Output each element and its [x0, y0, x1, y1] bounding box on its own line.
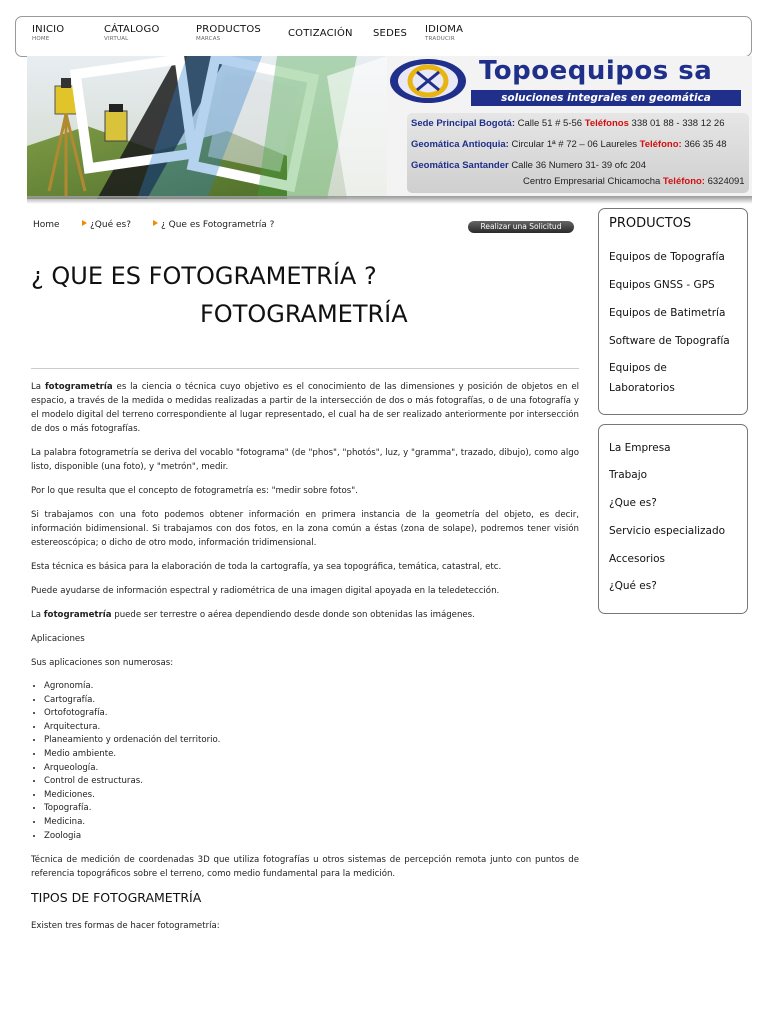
brand-tagline: soluciones integrales en geomática: [471, 90, 741, 106]
list-item: • Ortofotografía.: [44, 707, 579, 721]
banner-shadow: [27, 196, 752, 204]
page-title: ¿ QUE ES FOTOGRAMETRÍA ?: [31, 262, 377, 290]
nav-item-productos[interactable]: [196, 24, 261, 43]
nav-item-cotizacion[interactable]: [288, 28, 353, 40]
list-item: • Mediciones.: [44, 789, 579, 803]
sidebar-link-trabajo[interactable]: Trabajo: [609, 469, 648, 481]
request-solicitud-button[interactable]: Realizar una Solicitud: [468, 221, 574, 233]
office-address: Calle 51 # 5-56: [517, 118, 583, 129]
nav-sublabel: HOME: [32, 36, 50, 42]
breadcrumb-home[interactable]: Home: [33, 220, 60, 230]
contact-line-santander: [411, 160, 646, 171]
sidebar-link-servicio[interactable]: Servicio especializado: [609, 525, 726, 537]
paragraph-applications-intro: Sus aplicaciones son numerosas:: [31, 658, 174, 668]
divider: [31, 368, 579, 369]
paragraph-etymology: La palabra fotogrametría se deriva del vocablo "fotograma" (de "phos", "photós", luz, y "gramma", trazado, dibujo), como algo listo, disponible (una foto), y "metrón", medir.: [31, 448, 579, 472]
sidebar-products-title: PRODUCTOS: [609, 216, 692, 231]
paragraph-applications-heading: Aplicaciones: [31, 634, 85, 644]
contact-line-bogota: [411, 118, 725, 129]
sidebar-link-que-es[interactable]: ¿Que es?: [609, 497, 657, 509]
nav-item-inicio[interactable]: [32, 24, 64, 43]
office-phone: 338 01 88 - 338 12 26: [631, 118, 725, 129]
nav-item-catalogo[interactable]: [104, 24, 160, 43]
paragraph-concept: Por lo que resulta que el concepto de fotogrametría es: "medir sobre fotos".: [31, 486, 358, 496]
sidebar-item-label: Laboratorios: [609, 382, 675, 394]
nav-item-sedes[interactable]: [373, 28, 407, 40]
sidebar-item-batimetria[interactable]: Equipos de Batimetría: [609, 307, 726, 319]
paragraph-cartography: Esta técnica es básica para la elaboración de toda la cartografía, ya sea topográfica, temática, catastral, etc.: [31, 562, 502, 572]
text: puede ser terrestre o aérea dependiendo desde donde son obtenidas las imágenes.: [111, 610, 475, 620]
paragraph-spectral: Puede ayudarse de información espectral y radiométrica de una imagen digital apoyada en la teledetección.: [31, 586, 500, 596]
sidebar-products-panel: [598, 208, 748, 415]
paragraph-technique: Técnica de medición de coordenadas 3D que utiliza fotografías u otros sistemas de percepción remota junto con puntos de referencia topográficos sobre el terreno, como medio fundamental para la medición.: [31, 855, 579, 880]
article-content: [31, 380, 579, 943]
list-item: • Medicina.: [44, 816, 579, 830]
page-subtitle: FOTOGRAMETRÍA: [200, 300, 408, 328]
paragraph-photos: Si trabajamos con una foto podemos obtener información en primera instancia de la geometría del objeto, es decir, información bidimensional. Si trabajamos con dos fotos, en la zona común a éstas (zona de solape), podremos tener visión estereoscópica; o dicho de otro modo, información tridimensional.: [31, 510, 579, 548]
applications-list: [44, 680, 579, 843]
list-item: • Planeamiento y ordenación del territorio.: [44, 734, 579, 748]
breadcrumb-label: ¿ Que es Fotogrametría ?: [161, 220, 275, 230]
nav-label: COTIZACIÓN: [288, 28, 353, 39]
paragraph-definition: [31, 380, 579, 436]
office-address: Circular 1ª # 72 – 06 Laureles: [511, 139, 637, 150]
text: es la ciencia o técnica cuyo objetivo es el conocimiento de las dimensiones y posición de objetos en el espacio, a través de la medida o medidas realizadas a partir de la intersección de dos o más fotografías, o de una fotografía y el modelo digital del terreno correspondiente al lugar representado, el cual ha de ser realizado anteriormente por intersección de dos o más fotografías.: [31, 382, 579, 434]
breadcrumb-item-que-es[interactable]: [82, 220, 131, 230]
sidebar-item-gnss[interactable]: Equipos GNSS - GPS: [609, 279, 715, 291]
contact-info-box: [407, 113, 749, 193]
nav-sublabel: VIRTUAL: [104, 36, 129, 42]
office-address: Calle 36 Numero 31- 39 ofc 204: [511, 160, 646, 171]
sidebar-item-laboratorios[interactable]: [609, 358, 675, 398]
text: La: [31, 610, 44, 620]
phone-label: Teléfono:: [639, 139, 682, 150]
office-phone: 6324091: [707, 176, 745, 187]
office-label: Sede Principal Bogotá:: [411, 118, 515, 129]
text: La: [31, 382, 45, 392]
nav-label: IDIOMA: [425, 24, 464, 35]
list-item: • Topografía.: [44, 802, 579, 816]
nav-sublabel: MARCAS: [196, 36, 221, 42]
bold-term: fotogrametría: [44, 382, 113, 392]
section-heading: TIPOS DE FOTOGRAMETRÍA: [31, 890, 202, 906]
arrow-right-icon: [82, 220, 87, 226]
office-address: Centro Empresarial Chicamocha: [523, 176, 661, 187]
main-navigation: [15, 16, 752, 57]
nav-label: CÁTALOGO: [104, 24, 160, 35]
sidebar-item-label: Equipos de: [609, 362, 667, 374]
contact-line-chicamocha: [523, 176, 745, 187]
phone-label: Teléfonos: [584, 118, 629, 129]
office-phone: 366 35 48: [684, 139, 727, 150]
breadcrumb-item-current: [153, 220, 274, 230]
list-item: • Zoologia: [44, 830, 579, 844]
list-item: • Cartografía.: [44, 694, 579, 708]
sidebar-item-topografia[interactable]: Equipos de Topografía: [609, 251, 725, 263]
brand-name: Topoequipos sa: [479, 56, 713, 86]
arrow-right-icon: [153, 220, 158, 226]
company-logo-area: [379, 56, 752, 199]
bold-term: fotogrametría: [43, 610, 112, 620]
office-label: Geomática Antioquia:: [411, 139, 509, 150]
globe-logo-icon: [387, 56, 469, 106]
list-item: • Control de estructuras.: [44, 775, 579, 789]
sidebar-link-accesorios[interactable]: Accesorios: [609, 553, 666, 565]
list-item: • Arqueología.: [44, 762, 579, 776]
sidebar-link-que-es-2[interactable]: ¿Qué es?: [609, 580, 657, 592]
header-banner: [27, 56, 752, 199]
nav-label: PRODUCTOS: [196, 24, 261, 35]
contact-line-antioquia: [411, 139, 727, 150]
phone-label: Teléfono:: [662, 176, 705, 187]
list-item: • Agronomía.: [44, 680, 579, 694]
paragraph-terrestrial: [31, 608, 579, 622]
breadcrumb-label: ¿Qué es?: [90, 220, 131, 230]
sidebar-link-empresa[interactable]: La Empresa: [609, 442, 671, 454]
list-item: • Arquitectura.: [44, 721, 579, 735]
banner-photo-collage: [27, 56, 387, 199]
nav-sublabel: TRADUCIR: [425, 36, 455, 42]
nav-item-idioma[interactable]: [425, 24, 463, 43]
list-item: • Medio ambiente.: [44, 748, 579, 762]
nav-label: SEDES: [373, 28, 408, 39]
nav-label: INICIO: [32, 24, 65, 35]
sidebar-links-panel: [598, 424, 748, 614]
sidebar-item-software[interactable]: Software de Topografía: [609, 335, 730, 347]
paragraph-types-intro: Existen tres formas de hacer fotogrametría:: [31, 921, 220, 932]
office-label: Geomática Santander: [411, 160, 509, 171]
